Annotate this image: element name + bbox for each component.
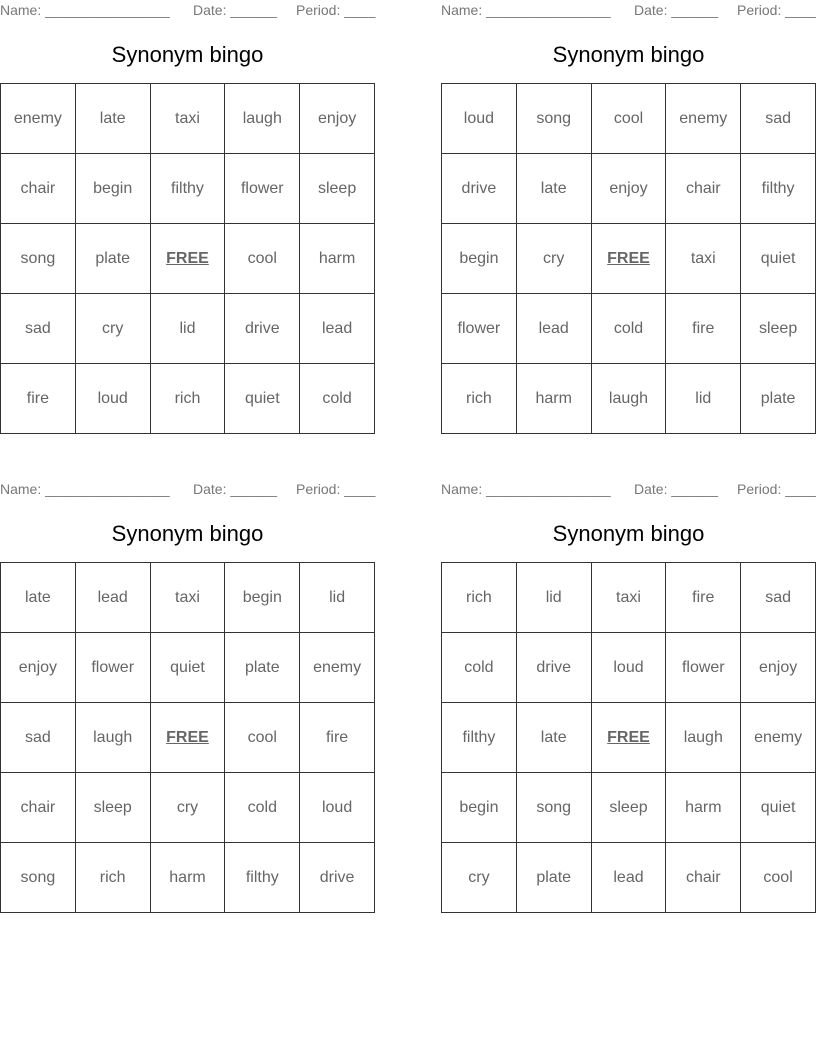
- bingo-cell: sleep: [300, 154, 375, 224]
- name-label: Name: ________________: [441, 2, 611, 18]
- bingo-cell: taxi: [591, 563, 666, 633]
- bingo-cell: fire: [666, 294, 741, 364]
- bingo-cell: harm: [516, 364, 591, 434]
- bingo-cell: begin: [442, 773, 517, 843]
- student-info-line: [0, 481, 375, 499]
- bingo-cell: filthy: [225, 843, 300, 913]
- bingo-cell: loud: [300, 773, 375, 843]
- bingo-cell: cool: [741, 843, 816, 913]
- bingo-cell: flower: [75, 633, 150, 703]
- name-label: Name: ________________: [0, 2, 170, 18]
- bingo-cell: sleep: [741, 294, 816, 364]
- bingo-grid: [441, 83, 816, 434]
- bingo-cell: enemy: [1, 84, 76, 154]
- bingo-cell: enjoy: [1, 633, 76, 703]
- student-info-line: [0, 2, 375, 20]
- bingo-cell: chair: [666, 843, 741, 913]
- bingo-cell: quiet: [741, 773, 816, 843]
- bingo-cell: flower: [442, 294, 517, 364]
- bingo-cell: plate: [75, 224, 150, 294]
- bingo-card-4: [441, 479, 816, 913]
- grid-row: [1, 633, 375, 703]
- bingo-cell: lead: [516, 294, 591, 364]
- bingo-cell: rich: [75, 843, 150, 913]
- bingo-cell: cool: [225, 224, 300, 294]
- bingo-cell: cry: [516, 224, 591, 294]
- bingo-cell: filthy: [741, 154, 816, 224]
- bingo-cell: quiet: [741, 224, 816, 294]
- period-label: Period: ____: [296, 2, 376, 18]
- bingo-cell: enemy: [300, 633, 375, 703]
- bingo-cell: chair: [1, 773, 76, 843]
- student-info-line: [441, 2, 816, 20]
- bingo-cell: enemy: [741, 703, 816, 773]
- bingo-cell: quiet: [225, 364, 300, 434]
- bingo-cell: enjoy: [300, 84, 375, 154]
- grid-row: [1, 224, 375, 294]
- bingo-cell: song: [1, 224, 76, 294]
- bingo-cell: loud: [591, 633, 666, 703]
- bingo-cell: rich: [442, 364, 517, 434]
- bingo-cell: song: [516, 84, 591, 154]
- bingo-grid: [0, 83, 375, 434]
- bingo-cell: taxi: [666, 224, 741, 294]
- bingo-cell: harm: [150, 843, 225, 913]
- bingo-cell: late: [75, 84, 150, 154]
- bingo-cell: enjoy: [591, 154, 666, 224]
- bingo-card-3: [0, 479, 375, 913]
- grid-row: [1, 563, 375, 633]
- bingo-cell: begin: [225, 563, 300, 633]
- bingo-cell: harm: [666, 773, 741, 843]
- period-label: Period: ____: [737, 2, 816, 18]
- bingo-grid: [441, 562, 816, 913]
- bingo-cell: lid: [150, 294, 225, 364]
- bingo-cell: rich: [150, 364, 225, 434]
- bingo-cell: lid: [666, 364, 741, 434]
- bingo-card-2: [441, 0, 816, 434]
- name-label: Name: ________________: [0, 481, 170, 497]
- card-title: Synonym bingo: [552, 42, 705, 67]
- grid-row: [1, 154, 375, 224]
- grid-row: [442, 773, 816, 843]
- bingo-cell: cry: [150, 773, 225, 843]
- bingo-cell: lead: [300, 294, 375, 364]
- bingo-cell: cold: [591, 294, 666, 364]
- bingo-cell: loud: [442, 84, 517, 154]
- grid-row: [442, 294, 816, 364]
- bingo-cell: sleep: [75, 773, 150, 843]
- bingo-cell: drive: [225, 294, 300, 364]
- bingo-cell: harm: [300, 224, 375, 294]
- grid-row: [1, 843, 375, 913]
- student-info-line: [441, 481, 816, 499]
- grid-row: [442, 224, 816, 294]
- grid-row: [1, 84, 375, 154]
- bingo-cell: cool: [591, 84, 666, 154]
- bingo-cell: taxi: [150, 84, 225, 154]
- bingo-cell: sad: [1, 703, 76, 773]
- bingo-cell: rich: [442, 563, 517, 633]
- bingo-cell: drive: [300, 843, 375, 913]
- card-title: Synonym bingo: [111, 521, 264, 546]
- bingo-cell: enjoy: [741, 633, 816, 703]
- bingo-cell: sleep: [591, 773, 666, 843]
- bingo-cell: laugh: [225, 84, 300, 154]
- bingo-cell: late: [1, 563, 76, 633]
- grid-row: [1, 294, 375, 364]
- card-title: Synonym bingo: [552, 521, 705, 546]
- bingo-cell: chair: [666, 154, 741, 224]
- bingo-cell: fire: [1, 364, 76, 434]
- bingo-cell: quiet: [150, 633, 225, 703]
- grid-row: [442, 633, 816, 703]
- bingo-cell: lid: [516, 563, 591, 633]
- period-label: Period: ____: [296, 481, 376, 497]
- bingo-cell: cold: [300, 364, 375, 434]
- grid-row: [1, 773, 375, 843]
- free-space-cell: FREE: [150, 224, 225, 294]
- bingo-cell: filthy: [442, 703, 517, 773]
- grid-row: [1, 364, 375, 434]
- bingo-cell: begin: [442, 224, 517, 294]
- bingo-cell: drive: [442, 154, 517, 224]
- bingo-cell: sad: [1, 294, 76, 364]
- date-label: Date: ______: [193, 481, 278, 497]
- bingo-cell: begin: [75, 154, 150, 224]
- date-label: Date: ______: [634, 481, 719, 497]
- bingo-cell: cold: [442, 633, 517, 703]
- bingo-cell: taxi: [150, 563, 225, 633]
- bingo-cell: drive: [516, 633, 591, 703]
- bingo-cell: flower: [225, 154, 300, 224]
- bingo-cell: fire: [666, 563, 741, 633]
- bingo-cell: flower: [666, 633, 741, 703]
- bingo-card-1: [0, 0, 375, 434]
- bingo-cell: song: [1, 843, 76, 913]
- bingo-cell: loud: [75, 364, 150, 434]
- grid-row: [442, 364, 816, 434]
- bingo-cell: plate: [516, 843, 591, 913]
- bingo-cell: song: [516, 773, 591, 843]
- bingo-cell: laugh: [591, 364, 666, 434]
- card-title: Synonym bingo: [111, 42, 264, 67]
- bingo-cell: cry: [442, 843, 517, 913]
- grid-row: [1, 703, 375, 773]
- free-space-cell: FREE: [150, 703, 225, 773]
- bingo-cell: chair: [1, 154, 76, 224]
- grid-row: [442, 703, 816, 773]
- period-label: Period: ____: [737, 481, 816, 497]
- bingo-cell: cry: [75, 294, 150, 364]
- bingo-cell: sad: [741, 563, 816, 633]
- bingo-cell: enemy: [666, 84, 741, 154]
- bingo-cell: cold: [225, 773, 300, 843]
- free-space-cell: FREE: [591, 703, 666, 773]
- bingo-cell: laugh: [666, 703, 741, 773]
- bingo-cell: fire: [300, 703, 375, 773]
- grid-row: [442, 154, 816, 224]
- bingo-cell: laugh: [75, 703, 150, 773]
- bingo-cell: lid: [300, 563, 375, 633]
- free-space-cell: FREE: [591, 224, 666, 294]
- name-label: Name: ________________: [441, 481, 611, 497]
- bingo-cell: lead: [75, 563, 150, 633]
- date-label: Date: ______: [193, 2, 278, 18]
- bingo-grid: [0, 562, 375, 913]
- bingo-cell: filthy: [150, 154, 225, 224]
- grid-row: [442, 84, 816, 154]
- bingo-cell: cool: [225, 703, 300, 773]
- bingo-cell: late: [516, 154, 591, 224]
- bingo-cell: late: [516, 703, 591, 773]
- grid-row: [442, 843, 816, 913]
- bingo-cell: plate: [225, 633, 300, 703]
- bingo-cell: sad: [741, 84, 816, 154]
- grid-row: [442, 563, 816, 633]
- date-label: Date: ______: [634, 2, 719, 18]
- bingo-cell: lead: [591, 843, 666, 913]
- bingo-cell: plate: [741, 364, 816, 434]
